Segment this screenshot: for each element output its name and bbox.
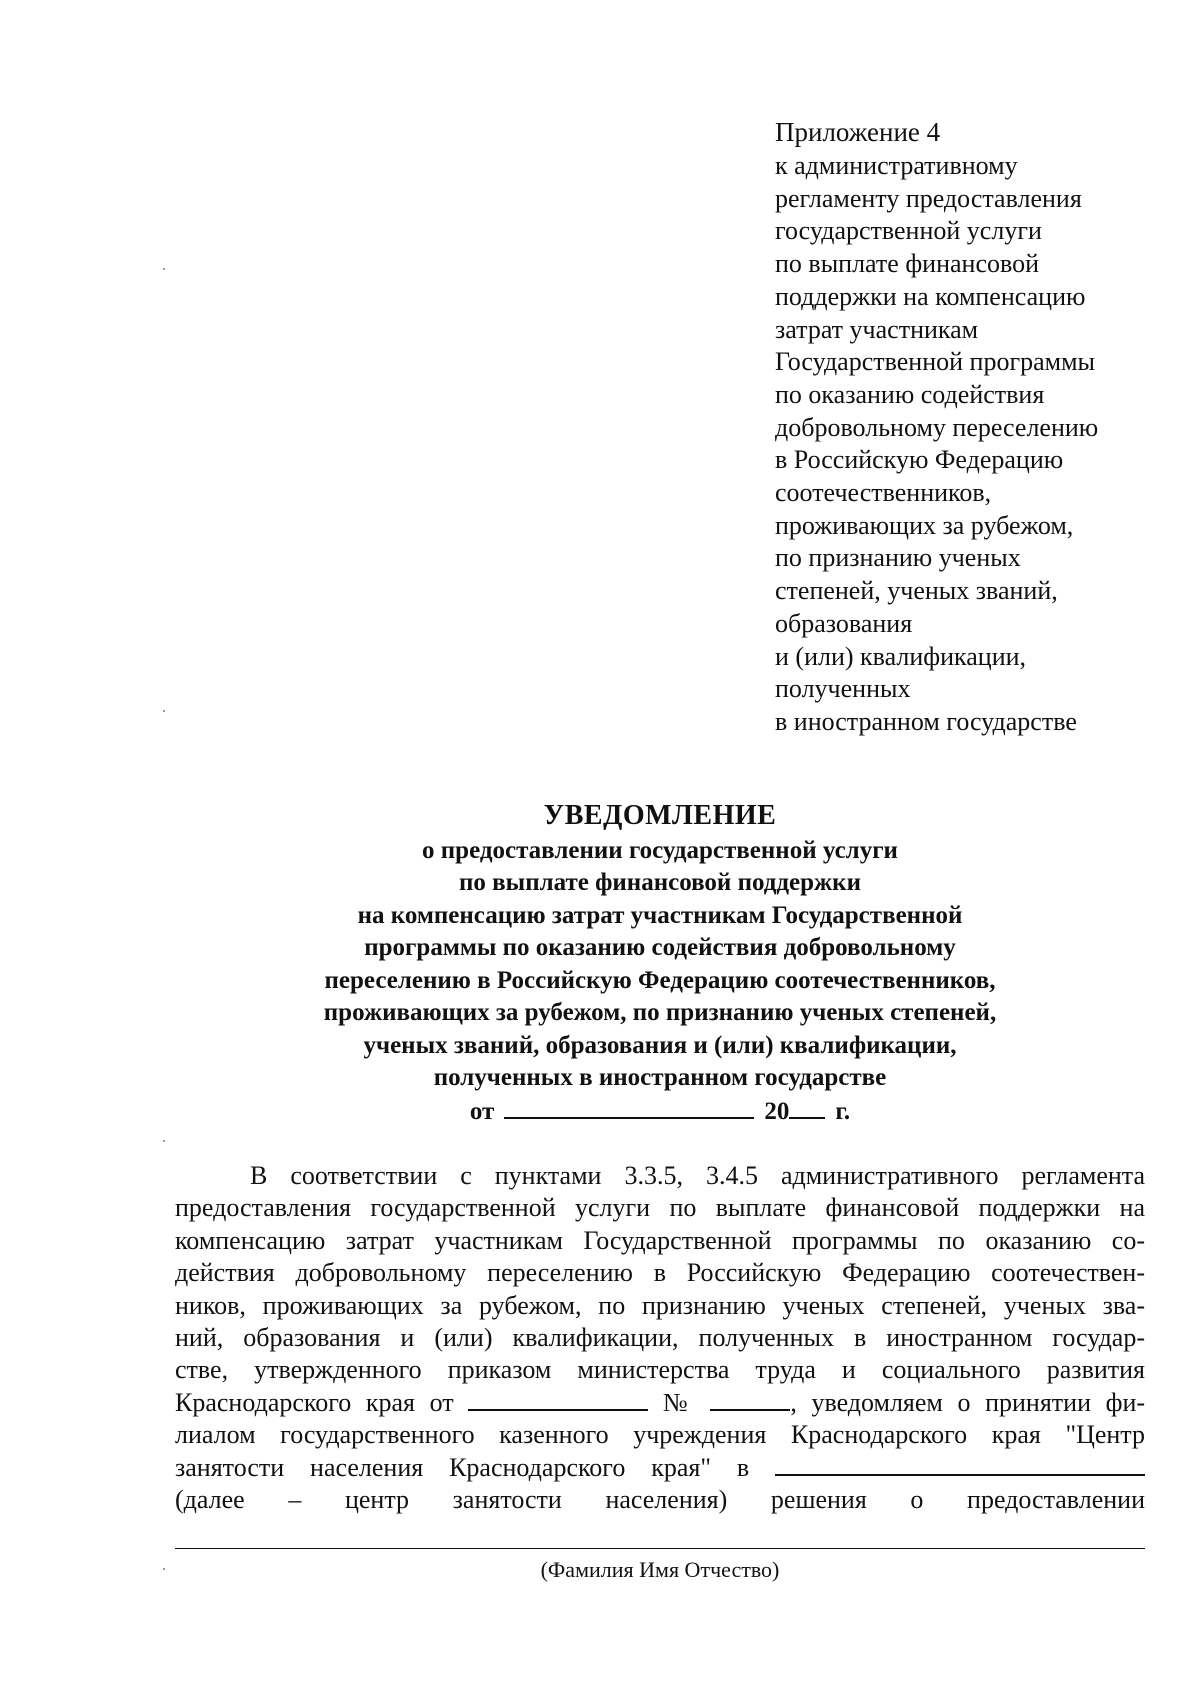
body-line-order [175,1387,1145,1419]
appendix-title: Приложение 4 [775,117,941,147]
appendix-line: и (или) квалификации, [775,641,1027,671]
date-prefix: от [469,1097,495,1125]
scan-speck [163,1568,165,1570]
appendix-line: проживающих за рубежом, [775,510,1074,540]
order-number-blank[interactable] [710,1387,790,1411]
order-text: Краснодарского края от [175,1387,454,1417]
body-line-name [175,1452,1145,1484]
scan-speck [163,1140,165,1142]
scan-speck [163,710,165,712]
appendix-line: степеней, ученых званий, [775,576,1058,606]
appendix-line: в иностранном государстве [775,706,1077,736]
appendix-line: образования [775,608,913,638]
appendix-line: в Российскую Федерацию [775,445,1064,475]
body-line: ний, образования и (или) квалификации, полученных в иностранном государ- [175,1322,1145,1352]
notice-heading [170,800,1150,1128]
notice-subtitle-line: полученных в иностранном государстве [433,1064,887,1091]
body-line: ников, проживающих за рубежом, по признанию ученых степеней, ученых зва- [175,1290,1145,1320]
date-suffix: г. [835,1097,851,1125]
body-line: компенсацию затрат участникам Государственной программы по оказанию со- [175,1225,1145,1255]
notice-body [175,1160,1145,1516]
appendix-line: затрат участникам [775,314,979,344]
appendix-block [775,116,1175,739]
order-text-end: , уведомляем о принятии фи- [790,1387,1145,1417]
scan-speck [163,268,165,270]
appendix-line: к административному [775,151,1018,180]
appendix-line: соотечественников, [775,478,992,508]
appendix-line: Государственной программы [775,347,1096,377]
fullname-blank[interactable] [775,1452,1145,1476]
body-line: (далее – центр занятости населения) решения о предоставлении [175,1484,1145,1514]
notice-subtitle-line: ученых званий, образования и (или) квалификации, [363,1031,957,1059]
center-text: занятости населения Краснодарского края" в [175,1452,750,1482]
appendix-line: государственной услуги [775,216,1042,246]
body-line: действия добровольному переселению в Российскую Федерацию соотечествен- [175,1258,1145,1288]
fullname-caption: (Фамилия Имя Отчество) [540,1557,780,1582]
notice-subtitle-line: на компенсацию затрат участникам Государственной [357,901,963,929]
appendix-line: по признанию ученых [775,543,1021,573]
appendix-line: по оказанию содействия [775,379,1045,409]
notice-subtitle-line: о предоставлении государственной услуги [422,836,898,864]
notice-subtitle-line: по выплате финансовой поддержки [459,869,861,896]
appendix-line: полученных [775,674,911,704]
appendix-line: по выплате финансовой [775,249,1039,279]
date-blank[interactable] [504,1095,754,1119]
notice-subtitle-line: переселению в Российскую Федерацию соотечественников, [324,966,996,994]
notice-subtitle-line: программы по оказанию содействия добровольному [364,934,956,961]
appendix-line: добровольному переселению [775,412,1099,442]
notice-date-line [170,1095,1150,1129]
notice-subtitle-line: проживающих за рубежом, по признанию ученых степеней, [323,999,997,1026]
number-sign: № [662,1387,696,1417]
order-date-blank[interactable] [468,1387,648,1411]
date-year: 20 [764,1097,790,1125]
body-line: стве, утвержденного приказом министерства труда и социального развития [175,1355,1145,1385]
year-blank[interactable] [789,1095,825,1119]
appendix-line: поддержки на компенсацию [775,281,1086,311]
fullname-underline[interactable] [175,1548,1145,1549]
body-line: В соответствии с пунктами 3.3.5, 3.4.5 административного регламента [250,1161,1145,1190]
body-line: предоставления государственной услуги по выплате финансовой поддержки на [175,1193,1145,1223]
notice-title: УВЕДОМЛЕНИЕ [543,800,777,831]
appendix-line: регламенту предоставления [775,183,1082,213]
body-line: лиалом государственного казенного учреждения Краснодарского края "Центр [175,1420,1145,1450]
